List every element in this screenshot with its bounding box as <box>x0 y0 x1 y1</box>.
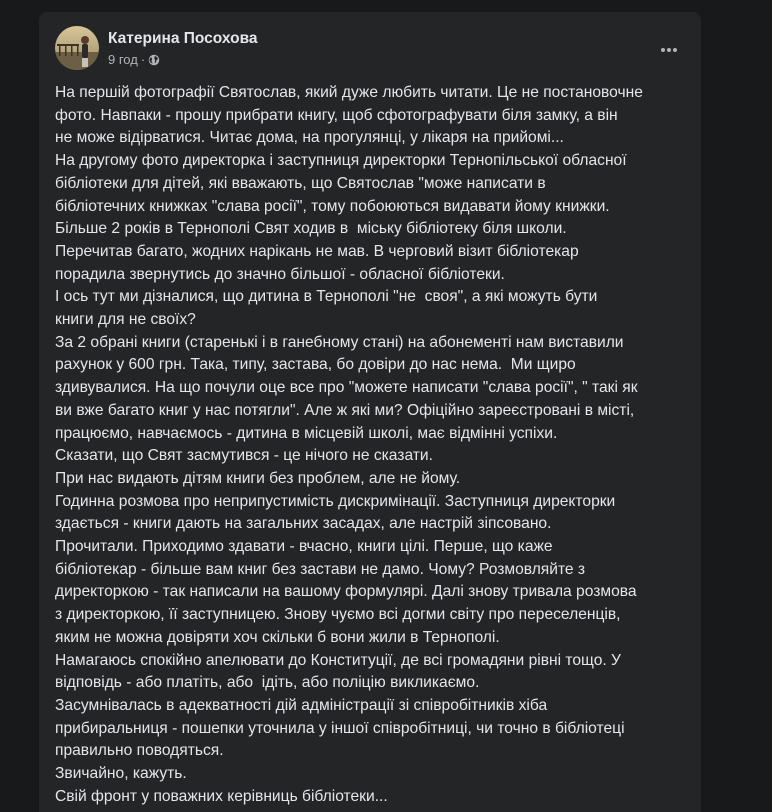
post-text <box>55 82 695 809</box>
globe-icon <box>148 54 160 66</box>
post-line: відповідь - або платіть, або ідіть, або поліцію викликаємо. <box>55 674 480 692</box>
author-avatar[interactable] <box>55 26 99 70</box>
post-line: з директоркою, її заступницею. Знову чуємо всі догми світу про переселенців, <box>55 606 621 624</box>
post-line: Більше 2 років в Тернополі Свят ходив в міську бібліотеку біля школи. <box>55 220 567 238</box>
post-line: Прочитали. Приходимо здавати - вчасно, книги цілі. Перше, що каже <box>55 538 553 556</box>
post-card <box>39 12 701 812</box>
post-meta <box>108 29 258 68</box>
post-line: Свій фронт у поважних керівниць бібліотеки... <box>55 787 388 805</box>
post-line: бібліотечних книжках "слава росії", тому побоюються видавати йому книжки. <box>55 197 610 215</box>
author-name[interactable]: Катерина Посохова <box>108 29 258 47</box>
post-line: бібліотеки для дітей, які вважають, що Святослав "може написати в <box>55 174 546 192</box>
post-line: директоркою - так написали на вашому формулярі. Далі знову тривала розмова <box>55 583 637 601</box>
post-line: здивувалися. На що почули оце все про "можете написати "слава росії", " такі як <box>55 379 638 397</box>
more-options-icon <box>659 40 679 60</box>
post-line: яким не можна довіряти хоч скільки б вони жили в Тернополі. <box>55 628 500 646</box>
post-line: ви вже багато книг у нас потягли". Але ж які ми? Офіційно зареєстровані в місті, <box>55 401 635 419</box>
post-line: Годинна розмова про неприпустимість дискримінації. Заступниця директорки <box>55 492 616 510</box>
post-line: Звичайно, кажуть. <box>55 765 187 783</box>
post-line: За 2 обрані книги (старенькі і в ганебному стані) на абонементі нам виставили <box>55 333 624 351</box>
post-header <box>55 26 258 70</box>
separator-dot: · <box>140 51 146 67</box>
post-line: здається - книги дають на загальних засадах, але настрій зіпсовано. <box>55 515 552 533</box>
avatar-photo <box>55 26 99 70</box>
post-line: не може відірватися. Читає дома, на прогулянці, у лікаря на прийомі... <box>55 129 564 147</box>
post-line: На першій фотографії Святослав, який дуже любить читати. Це не постановочне <box>55 84 643 101</box>
post-line: На другому фото директорка і заступниця директорки Тернопільської обласної <box>55 152 627 170</box>
post-line: Засумнівалась в адекватності дій адміністрації зі співробітників хіба <box>55 696 548 714</box>
post-line: Намагаюсь спокійно апелювати до Конституції, де всі громадяни рівні тощо. У <box>55 651 621 669</box>
post-line: При нас видають дітям книги без проблем, але не йому. <box>55 469 461 487</box>
more-options-button[interactable] <box>651 32 687 68</box>
post-line: рахунок у 600 грн. Така, типу, застава, бо довіри до нас нема. Ми щиро <box>55 356 576 374</box>
post-subline <box>108 52 258 68</box>
post-line: порадила звернутись до значно більшої - обласної бібліотеки. <box>55 265 505 283</box>
post-line: фото. Навпаки - прошу прибрати книгу, щоб сфотографувати біля замку, а він <box>55 106 618 124</box>
post-line: працюємо, навчаємось - дитина в місцевій школі, має відмінні успіхи. <box>55 424 558 442</box>
post-timestamp[interactable]: 9 год <box>108 51 138 67</box>
post-line: прибиральниця - пошепки уточнила у іншої співробітниці, чи точно в бібліотеці <box>55 719 625 737</box>
post-line: правильно поводяться. <box>55 742 224 760</box>
post-line: Перечитав багато, жодних нарікань не мав. В черговий візит бібліотекар <box>55 242 579 260</box>
post-line: бібліотекар - більше вам книг без застави не дамо. Чому? Розмовляйте з <box>55 560 586 578</box>
post-line: книги для не своїх? <box>55 311 196 329</box>
post-line: Сказати, що Свят засмутився - це нічого не сказати. <box>55 447 433 465</box>
post-line: І ось тут ми дізналися, що дитина в Тернополі "не своя", а які можуть бути <box>55 288 598 306</box>
